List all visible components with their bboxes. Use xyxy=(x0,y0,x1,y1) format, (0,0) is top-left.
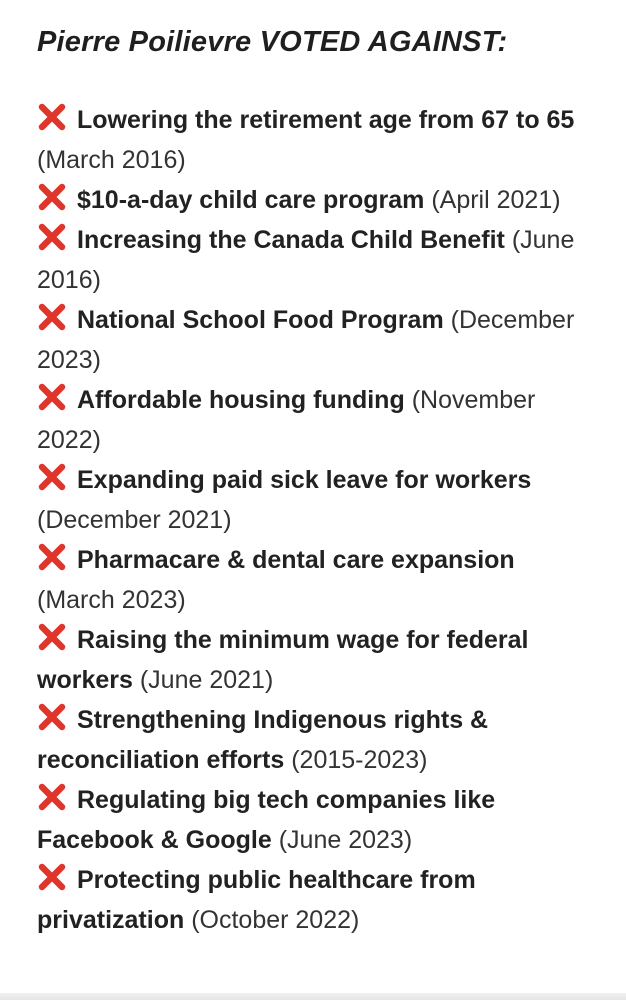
item-title: Regulating big tech companies like Facebook & Google xyxy=(37,786,496,854)
list-item xyxy=(37,460,598,540)
list-item xyxy=(37,540,598,620)
cross-mark-icon xyxy=(37,862,67,892)
cross-mark-icon xyxy=(37,302,67,332)
cross-mark-icon xyxy=(37,702,67,732)
list-item xyxy=(37,380,598,460)
item-title: Strengthening Indigenous rights & reconciliation efforts xyxy=(37,706,489,774)
item-date: (December 2021) xyxy=(37,506,232,534)
page-title: Pierre Poilievre VOTED AGAINST: xyxy=(37,26,508,58)
list-item xyxy=(37,180,598,220)
voting-record-list xyxy=(37,100,598,940)
item-title: Protecting public healthcare from privatization xyxy=(37,866,476,934)
item-date: (April 2021) xyxy=(431,186,561,214)
cross-mark-icon xyxy=(37,782,67,812)
cross-mark-icon xyxy=(37,622,67,652)
item-title: $10-a-day child care program xyxy=(77,186,425,214)
item-date: (November 2022) xyxy=(37,386,536,454)
item-date: (March 2016) xyxy=(37,146,186,174)
list-item xyxy=(37,780,598,860)
cross-mark-icon xyxy=(37,182,67,212)
item-title: Raising the minimum wage for federal workers xyxy=(37,626,529,694)
cross-mark-icon xyxy=(37,222,67,252)
list-item xyxy=(37,100,598,180)
cross-mark-icon xyxy=(37,102,67,132)
item-date: (December 2023) xyxy=(37,306,575,374)
list-item xyxy=(37,700,598,780)
item-date: (June 2023) xyxy=(278,826,413,854)
cross-mark-icon xyxy=(37,382,67,412)
cross-mark-icon xyxy=(37,462,67,492)
list-item xyxy=(37,300,598,380)
item-title: Pharmacare & dental care expansion xyxy=(77,546,515,574)
bottom-divider xyxy=(0,993,626,1000)
item-title: Affordable housing funding xyxy=(77,386,405,414)
list-item xyxy=(37,860,598,940)
item-date: (June 2016) xyxy=(37,226,575,294)
cross-mark-icon xyxy=(37,542,67,572)
list-item xyxy=(37,620,598,700)
item-date: (March 2023) xyxy=(37,586,186,614)
item-date: (2015-2023) xyxy=(291,746,428,774)
item-date: (June 2021) xyxy=(139,666,274,694)
item-title: Increasing the Canada Child Benefit xyxy=(77,226,505,254)
item-date: (October 2022) xyxy=(191,906,360,934)
list-item xyxy=(37,220,598,300)
item-title: National School Food Program xyxy=(77,306,444,334)
item-title: Expanding paid sick leave for workers xyxy=(77,466,532,494)
item-title: Lowering the retirement age from 67 to 65 xyxy=(77,106,575,134)
